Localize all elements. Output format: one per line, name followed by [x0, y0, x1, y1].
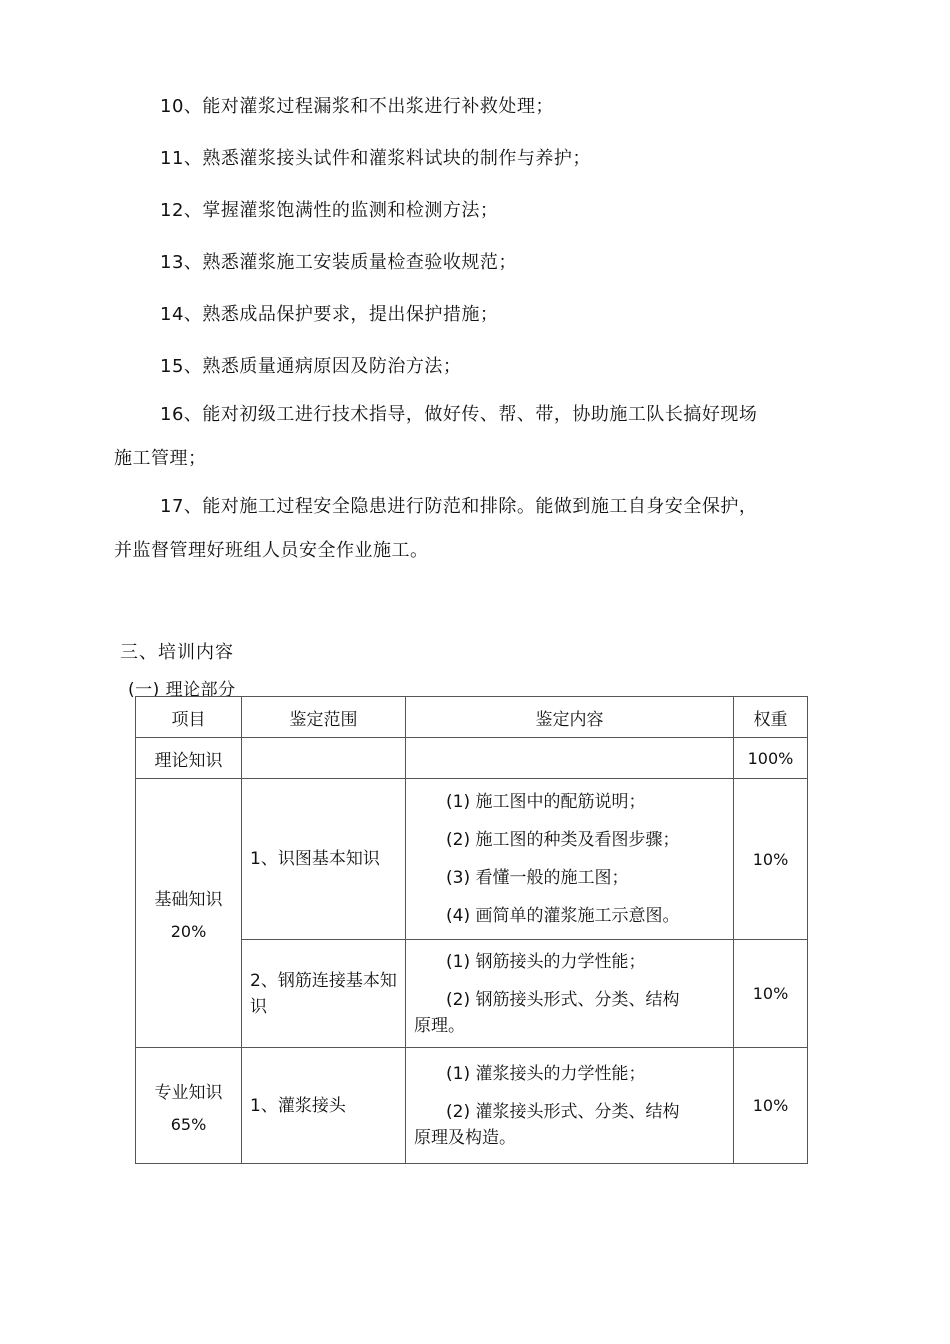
- section-title: 三、培训内容: [120, 642, 234, 663]
- list-item-12: 12、掌握灌浆饱满性的监测和检测方法；: [160, 200, 499, 221]
- theory-content: [406, 738, 734, 779]
- list-item-11: 11、熟悉灌浆接头试件和灌浆料试块的制作与养护；: [160, 148, 591, 169]
- professional-scope: 1、灌浆接头: [242, 1048, 406, 1164]
- list-item-13: 13、熟悉灌浆施工安装质量检查验收规范；: [160, 252, 517, 273]
- basic-content-1-line: (3) 看懂一般的施工图；: [446, 868, 629, 888]
- list-item-16-line2: 施工管理；: [114, 448, 207, 469]
- list-item-17-line1: 17、能对施工过程安全隐患进行防范和排除。能做到施工自身安全保护，: [160, 496, 758, 517]
- list-item-15: 15、熟悉质量通病原因及防治方法；: [160, 356, 462, 377]
- header-weight: 权重: [734, 697, 808, 738]
- basic-content-1-line: (1) 施工图中的配筋说明；: [446, 792, 646, 812]
- professional-content-line: (1) 灌浆接头的力学性能；: [446, 1063, 646, 1084]
- list-item-14: 14、熟悉成品保护要求，提出保护措施；: [160, 304, 499, 325]
- list-item-17-line2: 并监督管理好班组人员安全作业施工。: [114, 540, 429, 561]
- header-content: 鉴定内容: [406, 697, 734, 738]
- table-row-basic-1: [136, 779, 808, 940]
- table-row-theory: [136, 738, 808, 779]
- table-header-row: [136, 697, 808, 738]
- list-item-10: 10、能对灌浆过程漏浆和不出浆进行补救处理；: [160, 96, 554, 117]
- professional-project: 专业知识: [154, 1082, 223, 1103]
- theory-project: 理论知识: [136, 738, 242, 779]
- basic-content-2-line: (2) 钢筋接头形式、分类、结构: [446, 989, 680, 1010]
- basic-percent: 20%: [170, 922, 207, 941]
- basic-scope-2: 2、钢筋连接基本知识: [242, 940, 406, 1048]
- list-item-16: [114, 393, 820, 481]
- basic-scope-1: 1、识图基本知识: [242, 779, 406, 940]
- professional-content: [406, 1048, 734, 1164]
- list-item-16-line1: 16、能对初级工进行技术指导，做好传、帮、带，协助施工队长搞好现场: [160, 404, 758, 425]
- professional-percent: 65%: [170, 1114, 207, 1134]
- professional-project-cell: [136, 1048, 242, 1164]
- basic-content-2-line: 原理。: [414, 1015, 465, 1036]
- subsection-title: (一) 理论部分: [128, 680, 236, 700]
- basic-content-1: [406, 779, 734, 940]
- professional-content-line: (2) 灌浆接头形式、分类、结构: [446, 1101, 680, 1122]
- basic-content-2: [406, 940, 734, 1048]
- basic-weight-2: 10%: [734, 940, 808, 1048]
- theory-weight: 100%: [734, 738, 808, 779]
- basic-project: 基础知识: [154, 890, 223, 910]
- list-item-17: [114, 485, 820, 573]
- professional-content-line: 原理及构造。: [414, 1127, 516, 1148]
- professional-weight: 10%: [734, 1048, 808, 1164]
- basic-content-1-line: (4) 画简单的灌浆施工示意图。: [446, 906, 680, 926]
- header-project: 项目: [136, 697, 242, 738]
- table-row-professional: [136, 1048, 808, 1164]
- basic-weight-1: 10%: [734, 779, 808, 940]
- basic-content-2-line: (1) 钢筋接头的力学性能；: [446, 951, 646, 972]
- training-content-table: [135, 696, 808, 1164]
- theory-scope: [242, 738, 406, 779]
- basic-project-cell: [136, 779, 242, 1048]
- header-scope: 鉴定范围: [242, 697, 406, 738]
- basic-content-1-line: (2) 施工图的种类及看图步骤；: [446, 830, 680, 850]
